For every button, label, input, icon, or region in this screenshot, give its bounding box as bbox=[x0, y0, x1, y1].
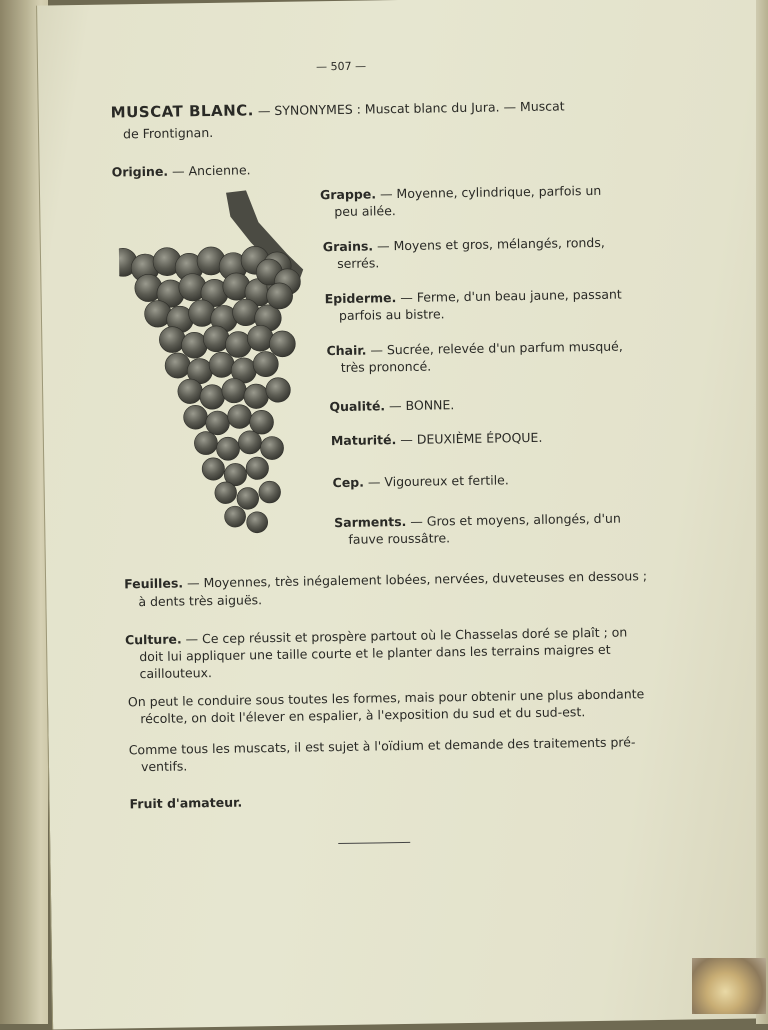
feuilles-line bbox=[124, 568, 647, 592]
page-number: — 507 — bbox=[315, 59, 367, 74]
culture-label: Culture. bbox=[124, 631, 182, 648]
characteristic-continued: parfois au bistre. bbox=[338, 306, 445, 323]
characteristic-label: Sarments. bbox=[334, 513, 407, 531]
characteristic-text: — Moyenne, cylindrique, parfois un bbox=[375, 182, 602, 202]
culture-text: — Ce cep réussit et prospère partout où le Chasselas doré se plaît ; on bbox=[181, 624, 628, 647]
paragraph-2-line-2: ventifs. bbox=[140, 758, 188, 775]
synonyms: — SYNONYMES : Muscat blanc du Jura. — Muscat bbox=[253, 98, 565, 119]
origine-label: Origine. bbox=[111, 163, 169, 180]
characteristic-text: — Vigoureux et fertile. bbox=[363, 472, 509, 490]
characteristic-label: Cep. bbox=[332, 474, 365, 491]
origine-line bbox=[112, 162, 251, 180]
synonyms-continued: de Frontignan. bbox=[122, 124, 214, 142]
paragraph-2-line-1: Comme tous les muscats, il est sujet à l'oïdium et demande des traitements pré- bbox=[128, 734, 636, 758]
variety-name: MUSCAT BLANC. bbox=[110, 101, 255, 122]
characteristic-line bbox=[329, 397, 454, 415]
characteristic-continued: très prononcé. bbox=[340, 358, 432, 375]
closing-rule bbox=[338, 842, 410, 844]
characteristic-continued: fauve roussâtre. bbox=[348, 530, 451, 547]
watermark-thumbnail bbox=[692, 958, 766, 1014]
characteristic-label: Grappe. bbox=[319, 186, 377, 203]
characteristic-line bbox=[323, 235, 605, 255]
characteristic-label: Chair. bbox=[326, 342, 367, 359]
characteristic-label: Grains. bbox=[322, 238, 374, 255]
culture-line-3: caillouteux. bbox=[139, 665, 213, 682]
paragraph-1-line-1: On peut le conduire sous toutes les formes, mais pour obtenir une plus abondante bbox=[127, 686, 645, 710]
feuilles-label: Feuilles. bbox=[124, 575, 184, 592]
book-page bbox=[36, 0, 768, 1030]
origine-text: — Ancienne. bbox=[167, 162, 251, 179]
characteristic-text: — BONNE. bbox=[384, 397, 455, 414]
characteristic-continued: peu ailée. bbox=[334, 203, 396, 220]
book-right-edge bbox=[756, 0, 768, 1024]
characteristic-line bbox=[320, 183, 601, 203]
characteristic-text: — Sucrée, relevée d'un parfum musqué, bbox=[366, 338, 623, 358]
grape-cluster-illustration bbox=[118, 181, 324, 554]
characteristic-line bbox=[332, 472, 508, 491]
characteristic-continued: serrés. bbox=[337, 255, 380, 271]
characteristic-text: — Gros et moyens, allongés, d'un bbox=[406, 510, 621, 529]
entry-title bbox=[111, 97, 565, 121]
culture-line-2: doit lui appliquer une taille courte et le planter dans les terrains maigres et bbox=[139, 641, 611, 665]
feuilles-text: — Moyennes, très inégalement lobées, nervées, duveteuses en dessous ; bbox=[182, 568, 648, 591]
characteristic-text: — Ferme, d'un beau jaune, passant bbox=[396, 286, 622, 306]
characteristic-text: — Moyens et gros, mélangés, ronds, bbox=[372, 234, 605, 254]
characteristic-label: Qualité. bbox=[329, 398, 386, 415]
characteristic-text: — DEUXIÈME ÉPOQUE. bbox=[396, 429, 543, 448]
characteristic-line bbox=[325, 287, 622, 308]
characteristic-line bbox=[331, 430, 543, 449]
characteristic-line bbox=[334, 511, 621, 532]
conclusion: Fruit d'amateur. bbox=[129, 794, 243, 812]
characteristic-label: Maturité. bbox=[330, 432, 397, 449]
paragraph-1-line-2: récolte, on doit l'élever en espalier, à l'exposition du sud et du sud-est. bbox=[140, 704, 586, 727]
characteristic-label: Epiderme. bbox=[324, 290, 397, 307]
feuilles-continued: à dents très aiguës. bbox=[138, 592, 263, 610]
characteristic-line bbox=[326, 339, 623, 360]
